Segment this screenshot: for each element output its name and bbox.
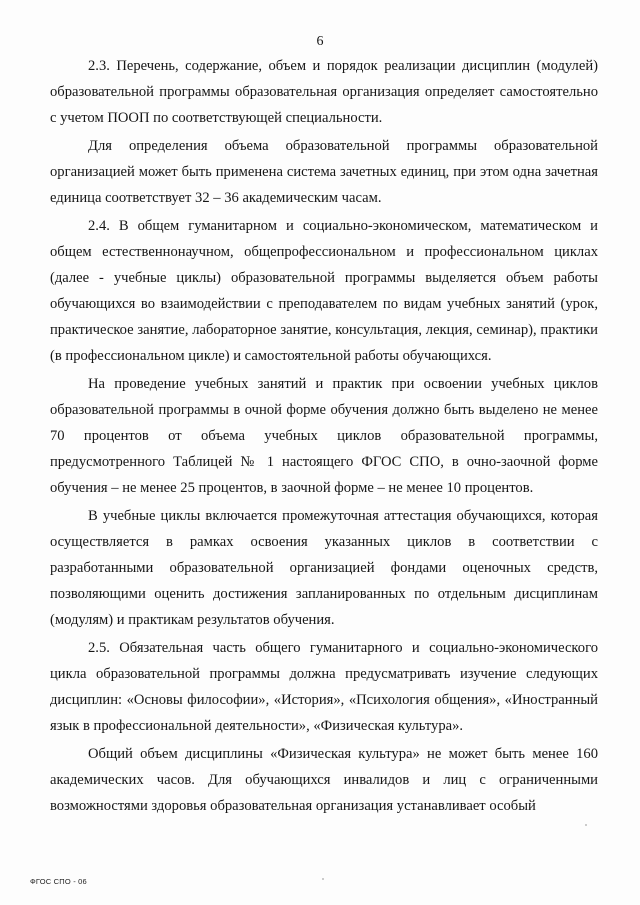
paragraph-2-5: 2.5. Обязательная часть общего гуманитарного и социально-экономического цикла образовательной программы должна предусматривать изучение следующих дисциплин: «Основы философии», «История», «Психология общения», «Иностранный язык в профессиональной деятельности», «Физическая культура». [50, 640, 598, 734]
page-number: 6 [316, 34, 324, 49]
paragraph-2-4: 2.4. В общем гуманитарном и социально-экономическом, математическом и общем естественнонаучном, общепрофессиональном и профессиональном циклах (далее - учебные циклы) образовательной программы выделяется объем работы обучающихся во взаимодействии с преподавателем по видам учебных занятий (урок, практическое занятие, лабораторное занятие, консультация, лекция, семинар), практики (в профессиональном цикле) и самостоятельной работы обучающихся. [50, 218, 598, 364]
paragraph-credit-units: Для определения объема образовательной программы образовательной организацией может быть применена система зачетных единиц, при этом одна зачетная единица соответствует 32 – 36 академическим часам. [50, 138, 598, 206]
paragraph-2-3: 2.3. Перечень, содержание, объем и порядок реализации дисциплин (модулей) образовательной программы образовательная организация определяет самостоятельно с учетом ПООП по соответствующей специальности. [50, 58, 598, 126]
scan-speck [322, 878, 324, 880]
footer-code: ФГОС СПО - 06 [30, 877, 87, 886]
scan-speck [585, 824, 587, 826]
body-text [50, 53, 598, 821]
paragraph-physical-culture: Общий объем дисциплины «Физическая культура» не может быть менее 160 академических часов. Для обучающихся инвалидов и лиц с ограниченными возможностями здоровья образовательная организация устанавливает особый [50, 746, 598, 814]
paragraph-study-hours: На проведение учебных занятий и практик при освоении учебных циклов образовательной программы в очной форме обучения должно быть выделено не менее 70 процентов от объема учебных циклов образовательной программы, предусмотренного Таблицей № 1 настоящего ФГОС СПО, в очно-заочной форме обучения – не менее 25 процентов, в заочной форме – не менее 10 процентов. [50, 376, 598, 496]
paragraph-attestation: В учебные циклы включается промежуточная аттестация обучающихся, которая осуществляется в рамках освоения указанных циклов в соответствии с разработанными образовательной организацией фондами оценочных средств, позволяющими оценить достижения запланированных по отдельным дисциплинам (модулям) и практикам результатов обучения. [50, 508, 598, 628]
